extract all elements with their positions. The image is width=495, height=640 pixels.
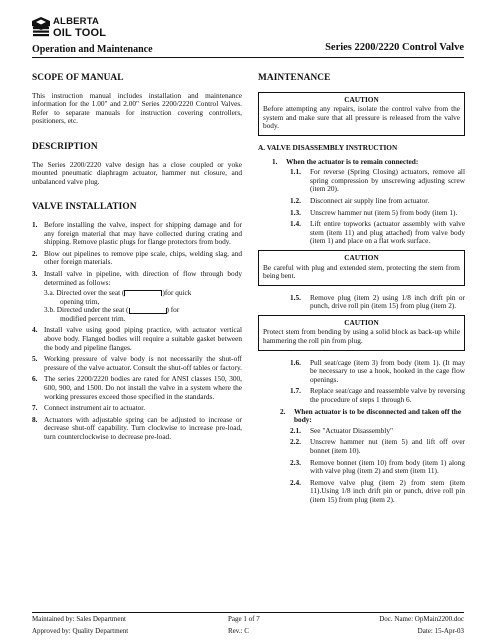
right-column: [258, 70, 465, 508]
list-item: 1. Before installing the valve, inspect for shipping damage and for any foreign material that may have collected during crating and shipping. Remove plastic plugs for flange protectors from body.: [32, 219, 242, 247]
list-item: 8. Actuators with adjustable spring can be adjusted to increase or decrease shut-off capability. Turn clockwise to increase pre-load, turn counterclockwise to decrease pre-load.: [32, 414, 242, 441]
list-item: 2.2. Unscrew hammer nut (item 5) and lift off over bonnet (item 10).: [290, 437, 465, 455]
caution-title: CAUTION: [344, 252, 379, 262]
step-2-heading: 2. When actuator is to be disconnected and taken off the body:: [280, 406, 462, 425]
footer-row-2: [32, 627, 464, 636]
list-item: 1.7. Replace seat/cage and reassemble valve by reversing the procedure of steps 1 through 6.: [290, 386, 465, 405]
maintenance-heading: MAINTENANCE: [258, 73, 331, 83]
doc-date: Date: 15-Apr-03: [417, 627, 464, 635]
footer-divider: [32, 612, 464, 613]
step-1-heading: 1. When the actuator is to remain connected:: [272, 156, 419, 166]
list-item: 5. Working pressure of valve body is not necessarily the shut-off pressure of the valve actuator. Consult the shut-off tables or factory.: [32, 354, 242, 372]
option-3b: 3.b. Directed under the seat ( ) for modified percent trim.: [44, 305, 180, 323]
header-title: Series 2200/2220 Control Valve: [325, 42, 464, 53]
flow-arrow-under-icon: [129, 308, 167, 314]
caution-text: Protect stem from bending by using a solid block as back-up while hammering the roll pin from plug.: [263, 327, 460, 346]
header-subtitle: Operation and Maintenance: [32, 44, 153, 55]
step-1b-list: [258, 294, 465, 311]
step-1-list: [258, 168, 465, 246]
logo-text-line2: OIL TOOL: [53, 27, 107, 39]
left-column: [32, 70, 242, 445]
doc-name: Doc. Name: OpMain2200.doc: [379, 615, 464, 623]
list-item: 2.3. Remove bonnet (item 10) from body (item 1) along with valve plug (item 2) and stem (item 11).: [290, 457, 465, 476]
list-item: 1.6. Pull seat/cage (item 3) from body (item 1). (It may be necessary to use a hook, hooked in the cage flow openings.: [290, 357, 465, 384]
list-item: 1.3. Unscrew hammer nut (item 5) from body (item 1).: [290, 207, 458, 217]
footer-row-1: [32, 615, 464, 624]
list-item: 1.1. For reverse (Spring Closing) actuators, remove all spring compression by unscrewing adjusting screw (item 20).: [290, 167, 465, 194]
flow-direction-options: [44, 289, 242, 323]
flow-arrow-over-icon: [124, 290, 162, 296]
caution-text: Before attempting any repairs, isolate the control valve from the system and make sure that all pressure is released from the valve body.: [263, 104, 460, 131]
list-item: 7. Connect instrument air to actuator.: [32, 403, 146, 413]
list-item: 2.4. Remove valve plug (item 2) from stem (item 11).Using 1/8 inch drift pin or punch, drive roll pin (item 15) from plug (item 2).: [290, 477, 465, 504]
page-number: Page 1 of 7: [228, 615, 260, 623]
caution-box: [258, 250, 465, 286]
logo-mark-icon: [32, 17, 50, 39]
list-item: 1.4. Lift entire topworks (actuator assembly with valve stem (item 11) and plug attached) from valve body (item 1) and place on a flat work surface.: [290, 219, 465, 246]
step-2-list: [258, 427, 465, 505]
revision: Rev.: C: [228, 627, 249, 635]
header-divider: [32, 57, 464, 58]
list-item: 1.5. Remove plug (item 2) using 1/8 inch drift pin or punch, drive roll pin (item 15) from plug (item 2).: [290, 292, 465, 311]
scope-heading: SCOPE OF MANUAL: [32, 73, 124, 83]
caution-box: [258, 315, 465, 351]
list-item: 1.2. Disconnect air supply line from actuator.: [290, 195, 430, 205]
approved-by: Approved by: Quality Department: [32, 627, 129, 635]
company-logo: [32, 16, 112, 42]
logo-text-line1: ALBERTA: [53, 16, 100, 27]
description-text: The Series 2200/2220 valve design has a close coupled or yoke mounted pneumatic diaphragm actuator, hammer nut closure, and unbalanced valve plug.: [32, 159, 242, 186]
scope-text: This instruction manual includes installation and maintenance information for the 1.00" and 2.00" Series 2200/2220 Control Valves. Refer to separate manuals for instruction covering controllers, positioners, etc.: [32, 90, 242, 126]
caution-title: CAUTION: [344, 317, 379, 327]
step-1c-list: [258, 359, 465, 405]
caution-box: [258, 92, 465, 136]
caution-title: CAUTION: [344, 94, 379, 104]
list-item: 2.1. See "Actuator Disassembly": [290, 425, 393, 435]
description-heading: DESCRIPTION: [32, 141, 98, 152]
installation-list: [32, 221, 242, 442]
installation-heading: VALVE INSTALLATION: [32, 202, 137, 213]
caution-text: Be careful with plug and extended stem, protecting the stem from being bent.: [263, 262, 460, 281]
option-3a: 3.a. Directed over the seat ( )for quick opening trim,: [44, 288, 192, 306]
maintained-by: Maintained by: Sales Department: [32, 615, 126, 623]
list-item: 6. The series 2200/2220 bodies are rated for ANSI classes 150, 300, 600, 900, and 1500. Do not install the valve in a system where the working pressures exceed those specified in the standards.: [32, 374, 242, 401]
page-header: [32, 16, 464, 56]
list-item: 3. Install valve in pipeline, with direction of flow through body determined as follows: 3.a. Directed over the seat ( )for quick opening trim, 3.b. Directed under the seat ( ) for modified percent trim.: [32, 268, 242, 323]
list-item: 2. Blow out pipelines to remove pipe scale, chips, welding slag, and other foreign materials.: [32, 248, 242, 267]
list-item: 4. Install valve using good piping practice, with actuator vertical above body. Flanged bodies will require a suitable gasket between the body and pipeline flanges.: [32, 325, 242, 352]
section-a-heading: A. VALVE DISASSEMBLY INSTRUCTION: [258, 142, 398, 152]
